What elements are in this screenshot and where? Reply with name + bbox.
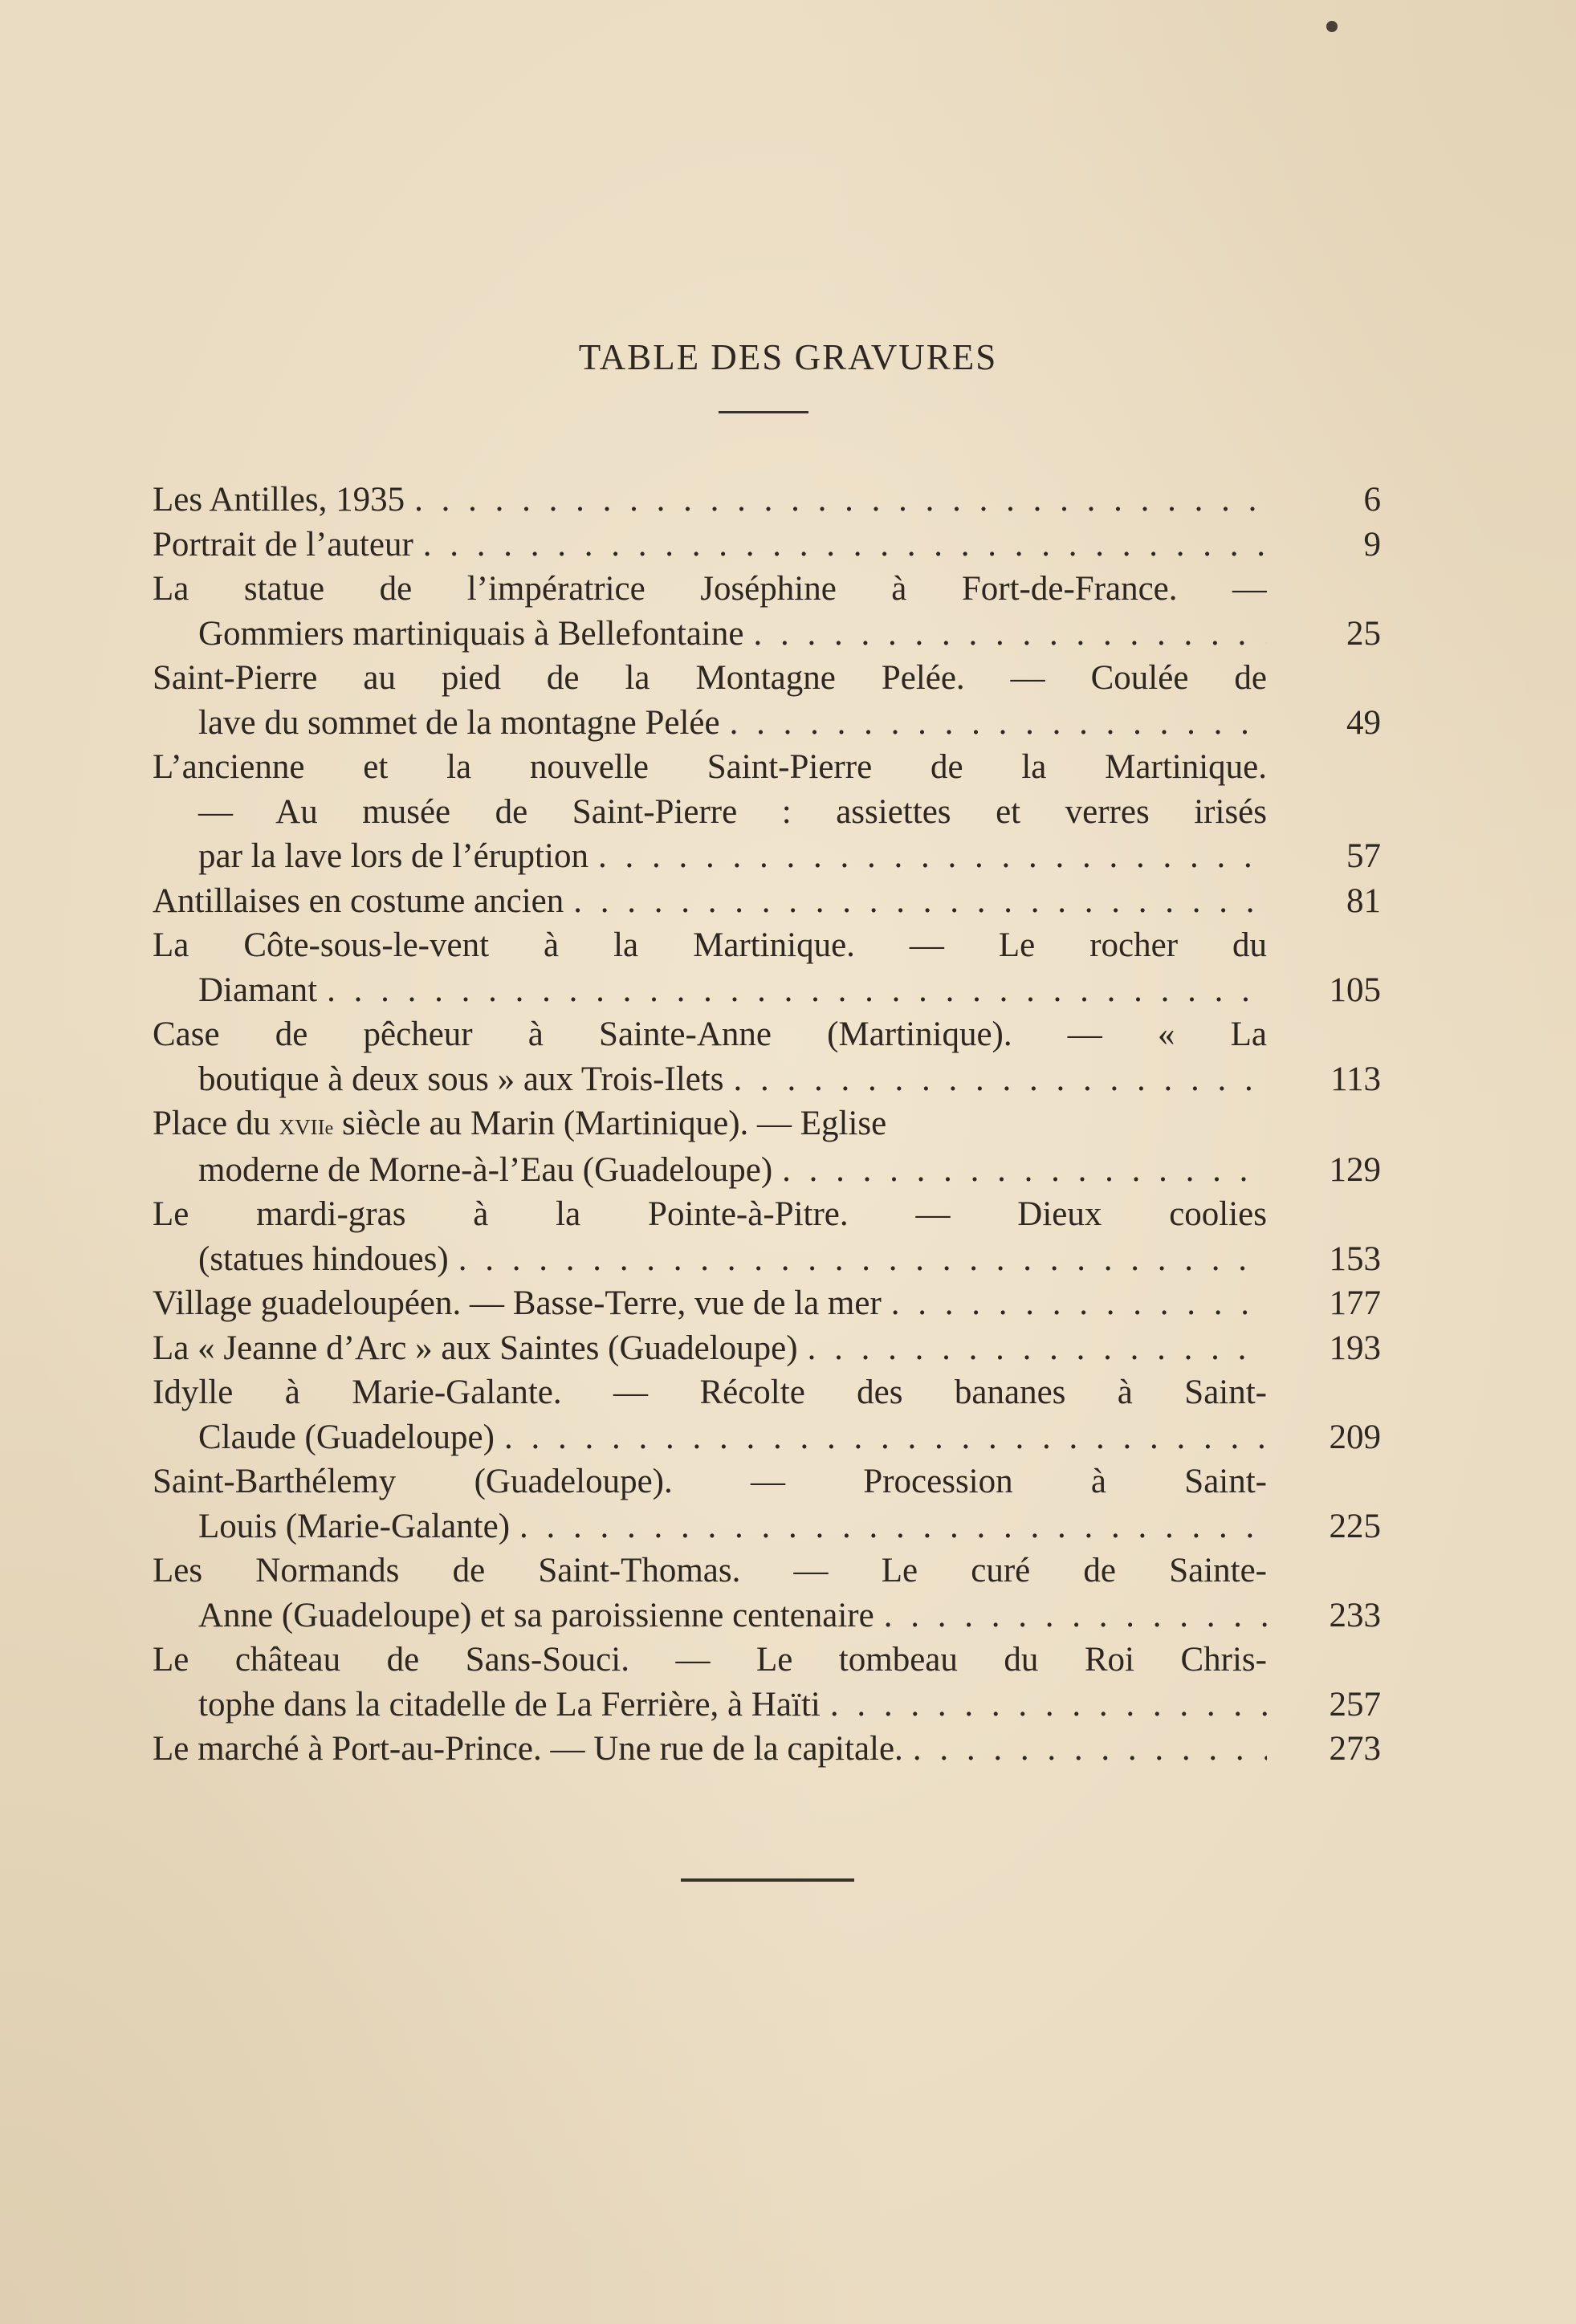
- entry-title-line: par la lave lors de l’éruption: [198, 837, 588, 875]
- dot-leader: [808, 1326, 1267, 1371]
- century-prefix: Place du xvii: [153, 1105, 325, 1142]
- entry-title-line: — Au musée de Saint-Pierre : assiettes et verres irisés: [198, 792, 1267, 831]
- entry-title-line: Le château de Sans-Souci. — Le tombeau du Roi Chris-: [153, 1641, 1267, 1679]
- toc-entry: [153, 1638, 1381, 1727]
- entry-title: Les Antilles, 1935: [153, 481, 405, 519]
- dot-leader: [423, 523, 1267, 568]
- entry-title-line: lave du sommet de la montagne Pelée: [198, 703, 720, 742]
- page-number: 105: [1329, 971, 1381, 1009]
- toc-entry: [153, 656, 1381, 745]
- entry-title: Portrait de l’auteur: [153, 525, 413, 564]
- toc-entry: [153, 1459, 1381, 1549]
- entry-title-line: Case de pêcheur à Sainte-Anne (Martinique). — « La: [153, 1015, 1267, 1053]
- dot-leader: [519, 1504, 1267, 1549]
- page-number: 57: [1346, 837, 1381, 875]
- entry-title: Village guadeloupéen. — Basse-Terre, vue de la mer: [153, 1284, 882, 1322]
- toc-entry: [153, 1192, 1381, 1281]
- page-number: 257: [1329, 1685, 1381, 1724]
- page-number: 81: [1346, 881, 1381, 920]
- toc-entry: [153, 1727, 1381, 1772]
- toc-entry: [153, 745, 1381, 879]
- page-number: 209: [1329, 1418, 1381, 1456]
- toc-entry: [153, 523, 1381, 568]
- dot-leader: [891, 1281, 1267, 1326]
- page-number: 9: [1363, 525, 1381, 564]
- title-divider: [719, 411, 808, 413]
- entry-title-line: (statues hindoues): [198, 1239, 449, 1278]
- page-number: 193: [1329, 1329, 1381, 1367]
- toc-entry: [153, 879, 1381, 924]
- page-number: 49: [1346, 703, 1381, 742]
- dot-leader: [830, 1683, 1267, 1728]
- page-number: 233: [1329, 1596, 1381, 1634]
- closing-divider: [681, 1878, 854, 1882]
- toc-entry: [153, 1101, 1381, 1192]
- entry-title-line: Louis (Marie-Galante): [198, 1507, 511, 1545]
- dot-leader: [782, 1148, 1267, 1193]
- dot-leader: [753, 612, 1267, 657]
- toc-entry: [153, 1549, 1381, 1638]
- entry-title-line: Saint-Pierre au pied de la Montagne Pelée. — Coulée de: [153, 659, 1267, 697]
- entry-title-line: Anne (Guadeloupe) et sa paroissienne centenaire: [198, 1596, 874, 1634]
- page-number: 177: [1329, 1284, 1381, 1322]
- entry-title-line: La Côte-sous-le-vent à la Martinique. — Le rocher du: [153, 926, 1267, 964]
- entry-title-line: moderne de Morne-à-l’Eau (Guadeloupe): [198, 1150, 773, 1189]
- dot-leader: [730, 701, 1267, 746]
- dot-leader: [458, 1237, 1267, 1282]
- entry-title-line: Claude (Guadeloupe): [198, 1418, 495, 1456]
- page-number: 225: [1329, 1507, 1381, 1545]
- toc-entry: [153, 1281, 1381, 1326]
- entry-title: Antillaises en costume ancien: [153, 881, 564, 920]
- entry-title-line: La statue de l’impératrice Joséphine à Fort-de-France. —: [153, 570, 1267, 608]
- page-number: 129: [1329, 1150, 1381, 1189]
- table-of-illustrations: [153, 478, 1381, 1772]
- entry-title-line: L’ancienne et la nouvelle Saint-Pierre de la Martinique.: [153, 748, 1267, 786]
- page-number: 273: [1329, 1730, 1381, 1768]
- entry-title-rest: siècle au Marin (Martinique). — Eglise: [333, 1105, 887, 1142]
- entry-title-line: Idylle à Marie-Galante. — Récolte des bananes à Saint-: [153, 1374, 1267, 1411]
- dot-leader: [327, 968, 1267, 1013]
- century-numeral: xvii: [279, 1108, 325, 1142]
- entry-title-line: tophe dans la citadelle de La Ferrière, à Haïti: [198, 1685, 821, 1724]
- entry-title-line: Saint-Barthélemy (Guadeloupe). — Procession à Saint-: [153, 1463, 1267, 1500]
- entry-title-line: Les Normands de Saint-Thomas. — Le curé de Sainte-: [153, 1552, 1267, 1589]
- ink-spot: [1326, 21, 1338, 32]
- dot-leader: [734, 1057, 1267, 1102]
- entry-title-line: Place du xvii e siècle au Marin (Martinique). — Eglise: [153, 1101, 1267, 1148]
- page-number: 113: [1330, 1060, 1381, 1098]
- dot-leader: [884, 1593, 1267, 1638]
- toc-entry: [153, 1012, 1381, 1101]
- dot-leader: [598, 834, 1267, 879]
- toc-entry: [153, 923, 1381, 1012]
- toc-entry: [153, 1370, 1381, 1459]
- page-number: 6: [1363, 481, 1381, 519]
- entry-title-line: boutique à deux sous » aux Trois-Ilets: [198, 1060, 724, 1098]
- entry-title: La « Jeanne d’Arc » aux Saintes (Guadeloupe): [153, 1329, 798, 1367]
- page-number: 153: [1329, 1239, 1381, 1278]
- entry-title-line: Diamant: [198, 971, 318, 1009]
- dot-leader: [573, 879, 1267, 924]
- toc-entry: [153, 567, 1381, 656]
- page-title: TABLE DES GRAVURES: [578, 337, 998, 377]
- toc-entry: [153, 1326, 1381, 1371]
- dot-leader: [913, 1727, 1267, 1772]
- entry-title-line: Gommiers martiniquais à Bellefontaine: [198, 614, 744, 653]
- page-number: 25: [1346, 614, 1381, 653]
- entry-title-line: Le mardi-gras à la Pointe-à-Pitre. — Dieux coolies: [153, 1195, 1267, 1233]
- dot-leader: [414, 478, 1267, 523]
- toc-entry: [153, 478, 1381, 523]
- entry-title: Le marché à Port-au-Prince. — Une rue de la capitale.: [153, 1730, 903, 1768]
- dot-leader: [504, 1415, 1267, 1460]
